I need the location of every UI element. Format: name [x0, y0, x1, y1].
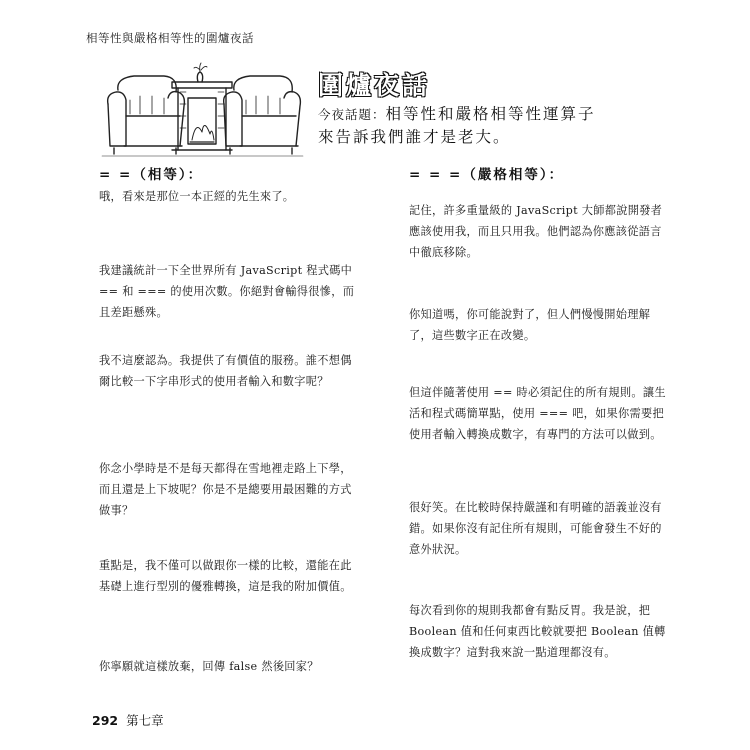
running-head: 相等性與嚴格相等性的圍爐夜話 — [86, 31, 254, 45]
left-paragraph: 重點是，我不僅可以做跟你一樣的比較，還能在此基礎上進行型別的優雅轉換，這是我的附加價值。 — [99, 559, 352, 593]
page-footer — [92, 711, 164, 729]
left-paragraph: 你念小學時是不是每天都得在雪地裡走路上下學，而且還是上下坡呢？你是不是總要用最困難的方式做事？ — [99, 462, 352, 517]
topic-block — [318, 103, 618, 149]
fireside-armchairs-illustration — [100, 60, 305, 160]
topic-line-1: 相等性和嚴格相等性運算子 — [385, 105, 596, 123]
right-paragraph: 你知道嗎，你可能說對了，但人們慢慢開始理解了，這些數字正在改變。 — [409, 308, 651, 342]
right-column-heading: = = =（嚴格相等）： — [409, 167, 565, 183]
section-title: 圍爐夜話 — [318, 71, 431, 100]
right-paragraph: 每次看到你的規則我都會有點反胃。我是說，把 Boolean 值和任何東西比較就要把 Boolean 值轉換成數字？這對我來說一點道理都沒有。 — [409, 604, 666, 659]
left-paragraph: 哦，看來是那位一本正經的先生來了。 — [99, 190, 295, 203]
page-number: 292 — [92, 713, 119, 728]
right-paragraph: 記住，許多重量級的 JavaScript 大師都說開發者應該使用我，而且只用我。他們認為你應該從語言中徹底移除。 — [409, 204, 663, 259]
topic-label: 今夜話題： — [318, 107, 386, 122]
right-paragraph: 但這伴隨著使用 == 時必須記住的所有規則。讓生活和程式碼簡單點，使用 === 吧，如果你需要把使用者輸入轉換成數字，有專門的方法可以做到。 — [409, 386, 666, 441]
left-paragraph: 我建議統計一下全世界所有 JavaScript 程式碼中 == 和 === 的使用次數。你絕對會輸得很慘，而且差距懸殊。 — [99, 264, 355, 319]
left-paragraph: 我不這麼認為。我提供了有價值的服務。誰不想偶爾比較一下字串形式的使用者輸入和數字呢？ — [99, 354, 352, 388]
topic-line-2: 來告訴我們誰才是老大。 — [318, 128, 511, 146]
right-paragraph: 很好笑。在比較時保持嚴謹和有明確的語義並沒有錯。如果你沒有記住所有規則，可能會發生不好的意外狀況。 — [409, 501, 662, 556]
left-paragraph: 你寧願就這樣放棄，回傳 false 然後回家？ — [99, 660, 319, 673]
left-column-heading: = =（相等）： — [99, 167, 204, 183]
chapter-label: 第七章 — [126, 713, 164, 728]
